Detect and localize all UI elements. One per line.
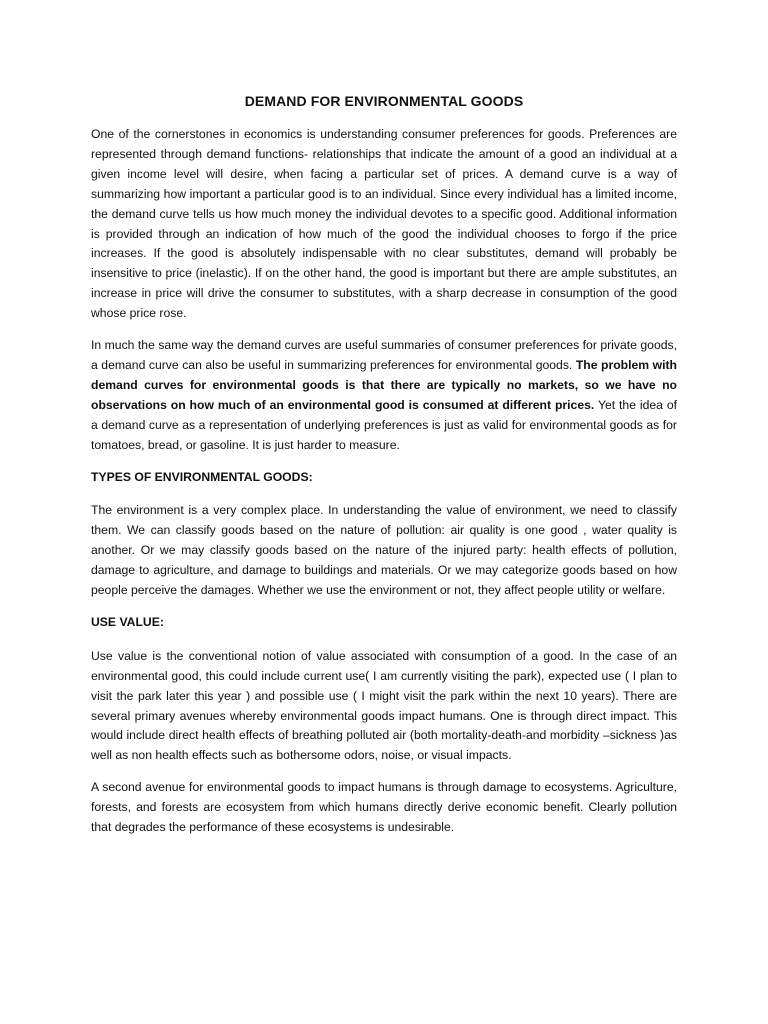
heading-types-of-environmental-goods: TYPES OF ENVIRONMENTAL GOODS: — [91, 469, 313, 484]
paragraph-demand-curves-outro: Yet the idea of a demand curve as a representation of underlying preferences is just as valid for environmental goods as for tomatoes, bread, or gasoline. It is just harder to measure. — [91, 397, 677, 452]
paragraph-demand-curves-bold: The problem with demand curves for environmental goods is that there are typically no markets, so we have no observations on how much of an environmental good is consumed at different prices. — [91, 357, 677, 412]
paragraph-consumer-preferences: One of the cornerstones in economics is understanding consumer preferences for goods. Preferences are represented through demand functions- relationships that indicate the amount of a good an individual at a given income level will desire, when facing a particular set of prices. A demand curve is a way of summarizing how important a particular good is to an individual. Since every individual has a limited income, the demand curve tells us how much money the individual devotes to a specific good. Additional information is provided through an indication of how much of the good the individual chooses to forgo if the price increases. If the good is absolutely indispensable with no clear substitutes, demand will probably be insensitive to price (inelastic). If on the other hand, the good is important but there are ample substitutes, an increase in price will drive the consumer to substitutes, with a sharp decrease in consumption of the good whose price rose. — [91, 127, 677, 321]
heading-use-value: USE VALUE: — [91, 614, 164, 629]
paragraph-ecosystems: A second avenue for environmental goods to impact humans is through damage to ecosystems. Agriculture, forests, and forests are ecosystem from which humans directly derive economic benefit. Clearly pollution that degrades the performance of these ecosystems is undesirable. — [91, 780, 677, 835]
paragraph-demand-curves — [91, 336, 677, 455]
paragraph-demand-curves-intro: In much the same way the demand curves are useful summaries of consumer preferences for private goods, a demand curve can also be useful in summarizing preferences for environmental goods. — [91, 338, 677, 372]
paragraph-use-value: Use value is the conventional notion of value associated with consumption of a good. In the case of an environmental good, this could include current use( I am currently visiting the park), expected use ( I plan to visit the park later this year ) and possible use ( I might visit the park within the next 10 years). There are several primary avenues whereby environmental goods impact humans. One is through direct impact. This would include direct health effects of breathing polluted air (both mortality-death-and morbidity –sickness )as well as non health effects such as bothersome odors, noise, or visual impacts. — [91, 648, 677, 763]
document-title: DEMAND FOR ENVIRONMENTAL GOODS — [244, 93, 524, 109]
paragraph-environment-classification: The environment is a very complex place. In understanding the value of environment, we need to classify them. We can classify goods based on the nature of pollution: air quality is one good , water quality is another. Or we may classify goods based on the nature of the injured party: health effects of pollution, damage to agriculture, and damage to buildings and materials. Or we may categorize goods based on how people perceive the damages. Whether we use the environment or not, they affect people utility or welfare. — [91, 503, 677, 598]
